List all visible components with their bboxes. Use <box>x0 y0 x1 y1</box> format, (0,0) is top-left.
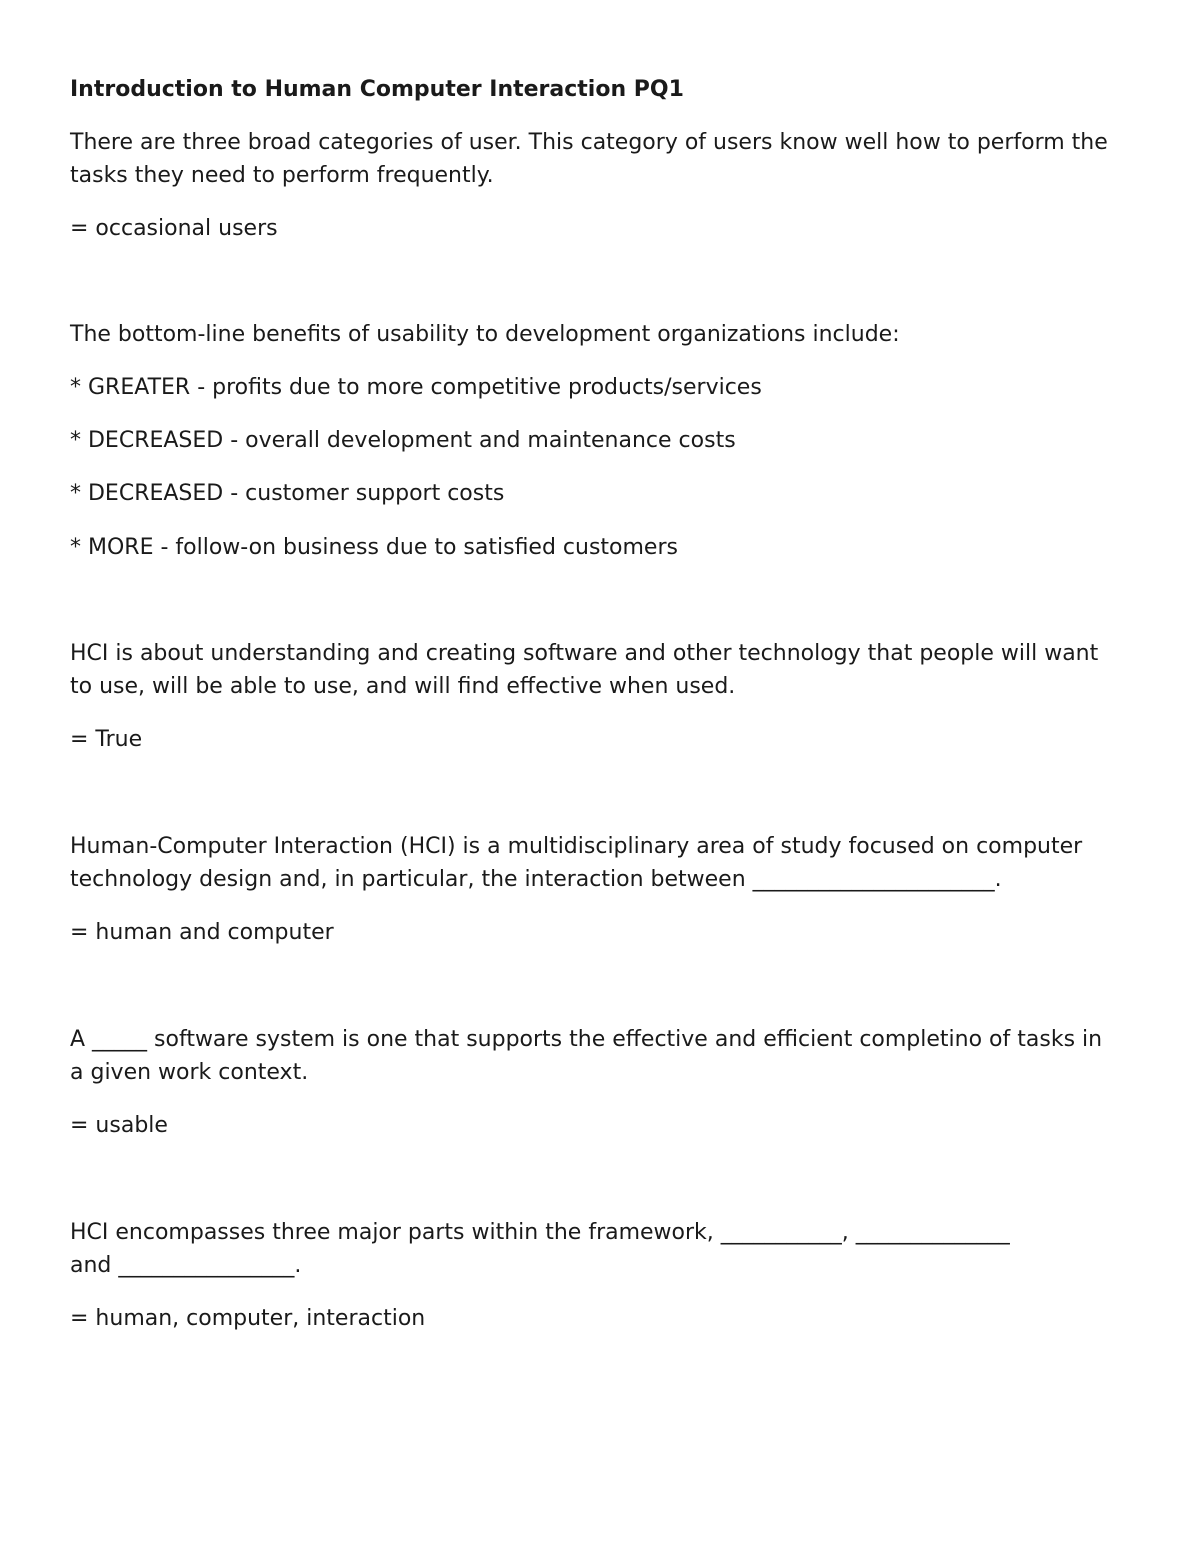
question-3-line-2: to use, will be able to use, and will find effective when used. <box>70 674 736 699</box>
question-4-line-1: Human-Computer Interaction (HCI) is a multidisciplinary area of study focused on computer <box>70 834 1083 859</box>
question-4-line-2: technology design and, in particular, the interaction between ______________________. <box>70 867 1002 892</box>
question-1-line-1: There are three broad categories of user. This category of users know well how to perform the <box>70 130 1108 155</box>
question-3-line-1: HCI is about understanding and creating software and other technology that people will want <box>70 641 1099 666</box>
answer-3: = True <box>70 727 143 752</box>
benefit-item: * DECREASED - customer support costs <box>70 481 505 506</box>
answer-5: = usable <box>70 1113 168 1138</box>
benefit-item: * DECREASED - overall development and maintenance costs <box>70 428 736 453</box>
question-2: The bottom-line benefits of usability to development organizations include: <box>70 322 900 347</box>
question-6-line-1: HCI encompasses three major parts within the framework, ___________, ______________ <box>70 1220 1010 1245</box>
question-5-line-1: A _____ software system is one that supports the effective and efficient completino of tasks in <box>70 1027 1103 1052</box>
benefit-item: * MORE - follow-on business due to satisfied customers <box>70 535 678 560</box>
benefit-item: * GREATER - profits due to more competitive products/services <box>70 375 762 400</box>
answer-1: = occasional users <box>70 216 278 241</box>
question-6-line-2: and ________________. <box>70 1253 302 1278</box>
answer-6: = human, computer, interaction <box>70 1306 426 1331</box>
document-title: Introduction to Human Computer Interaction PQ1 <box>70 77 684 102</box>
answer-4: = human and computer <box>70 920 334 945</box>
question-1-line-2: tasks they need to perform frequently. <box>70 163 494 188</box>
question-5-line-2: a given work context. <box>70 1060 309 1085</box>
